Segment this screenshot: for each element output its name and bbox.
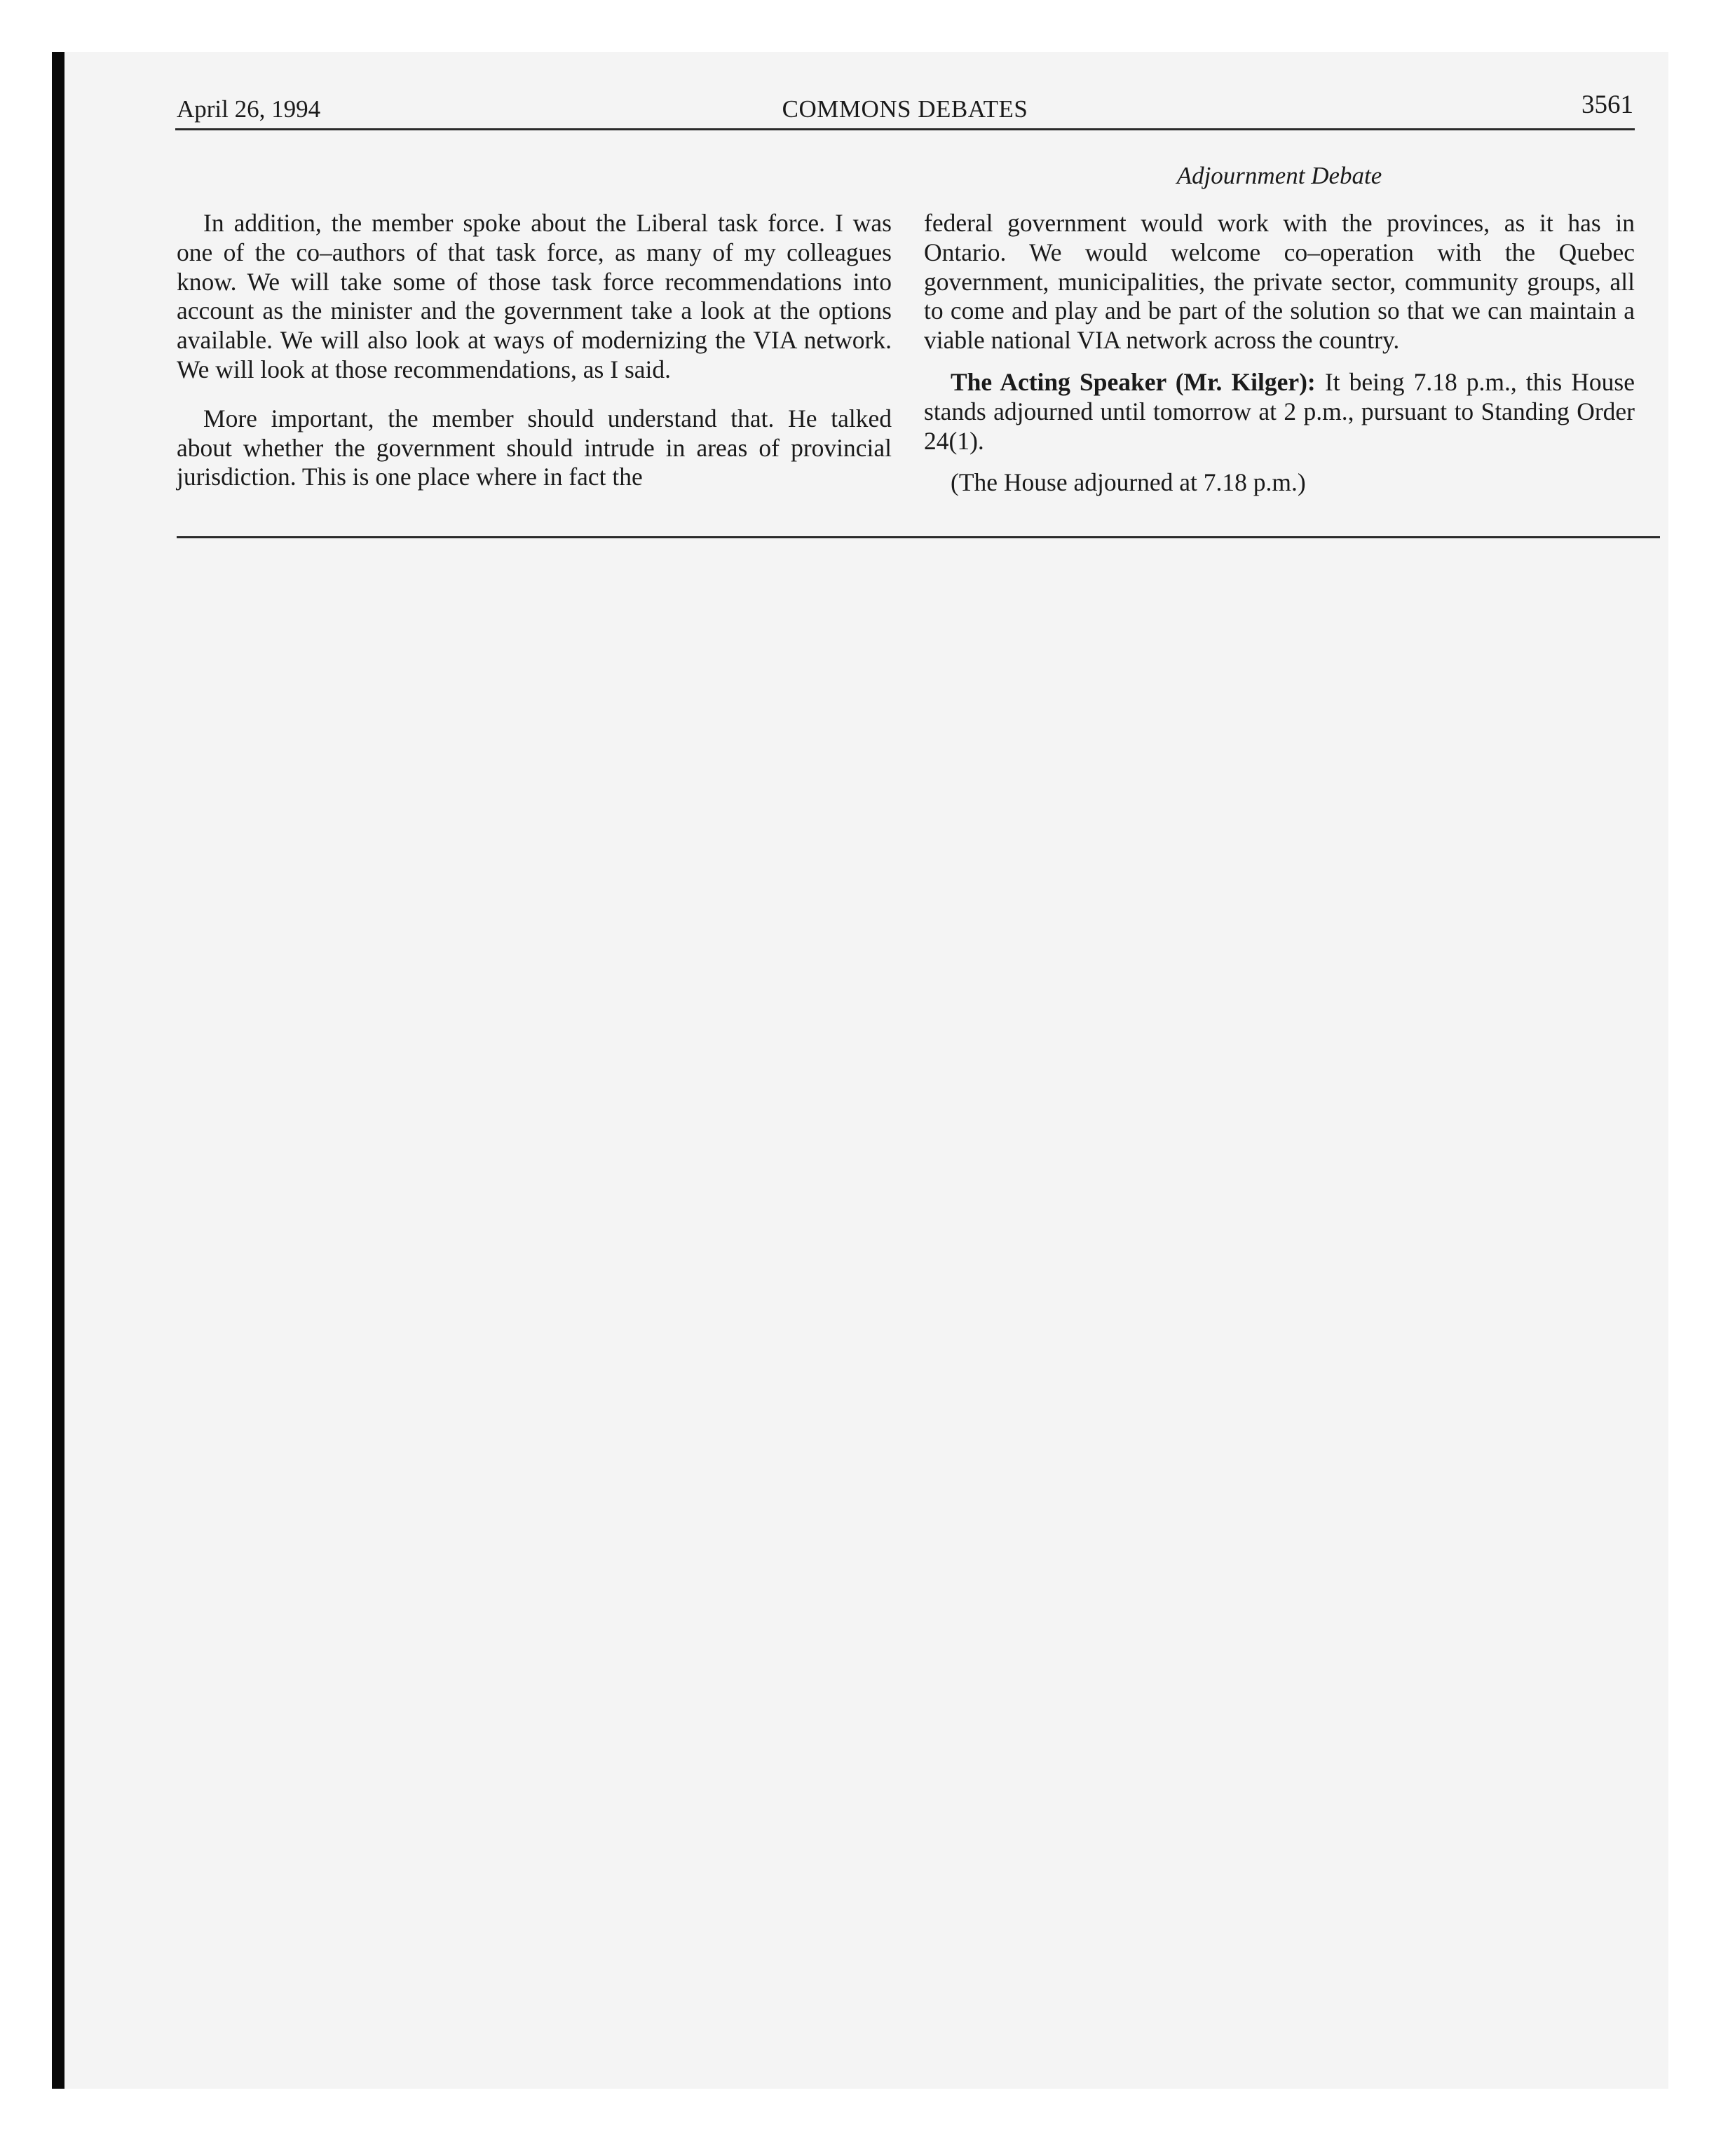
adjournment-note: (The House adjourned at 7.18 p.m.) xyxy=(951,468,1306,497)
page-number: 3561 xyxy=(1581,90,1633,119)
speaker-paragraph xyxy=(924,368,1635,456)
paragraph: In addition, the member spoke about the Liberal task force. I was one of the co–authors of that task force, as many of my colleagues know. We will take some of those task force recommendations into account as the minister and the government take a look at the options available. We will also look at ways of modernizing the VIA network. We will look at those recommendations, as I said. xyxy=(177,209,892,383)
left-column xyxy=(177,209,892,492)
paragraph: More important, the member should understand that. He talked about whether the government should intrude in areas of provincial jurisdiction. This is one place where in fact the xyxy=(177,404,892,491)
header-title: COMMONS DEBATES xyxy=(782,95,1028,123)
right-column xyxy=(924,209,1635,498)
paragraph-continuation: federal government would work with the provinces, as it has in Ontario. We would welcome co–operation with the Quebec government, municipalities, the private sector, community groups, all to come and play and be part of the solution so that we can maintain a viable national VIA network across the country. xyxy=(924,209,1635,355)
end-rule xyxy=(177,536,1660,538)
scan-edge-bar xyxy=(52,52,64,2089)
running-header xyxy=(177,90,1633,126)
speaker-name: The Acting Speaker (Mr. Kilger): xyxy=(951,367,1316,396)
section-heading: Adjournment Debate xyxy=(1176,162,1382,189)
header-rule xyxy=(175,128,1635,130)
header-date: April 26, 1994 xyxy=(177,95,321,123)
speaker-text: It being 7.18 p.m., this House stands adjourned until tomorrow at 2 p.m., pursuant to Standing Order 24(1). xyxy=(924,367,1635,455)
